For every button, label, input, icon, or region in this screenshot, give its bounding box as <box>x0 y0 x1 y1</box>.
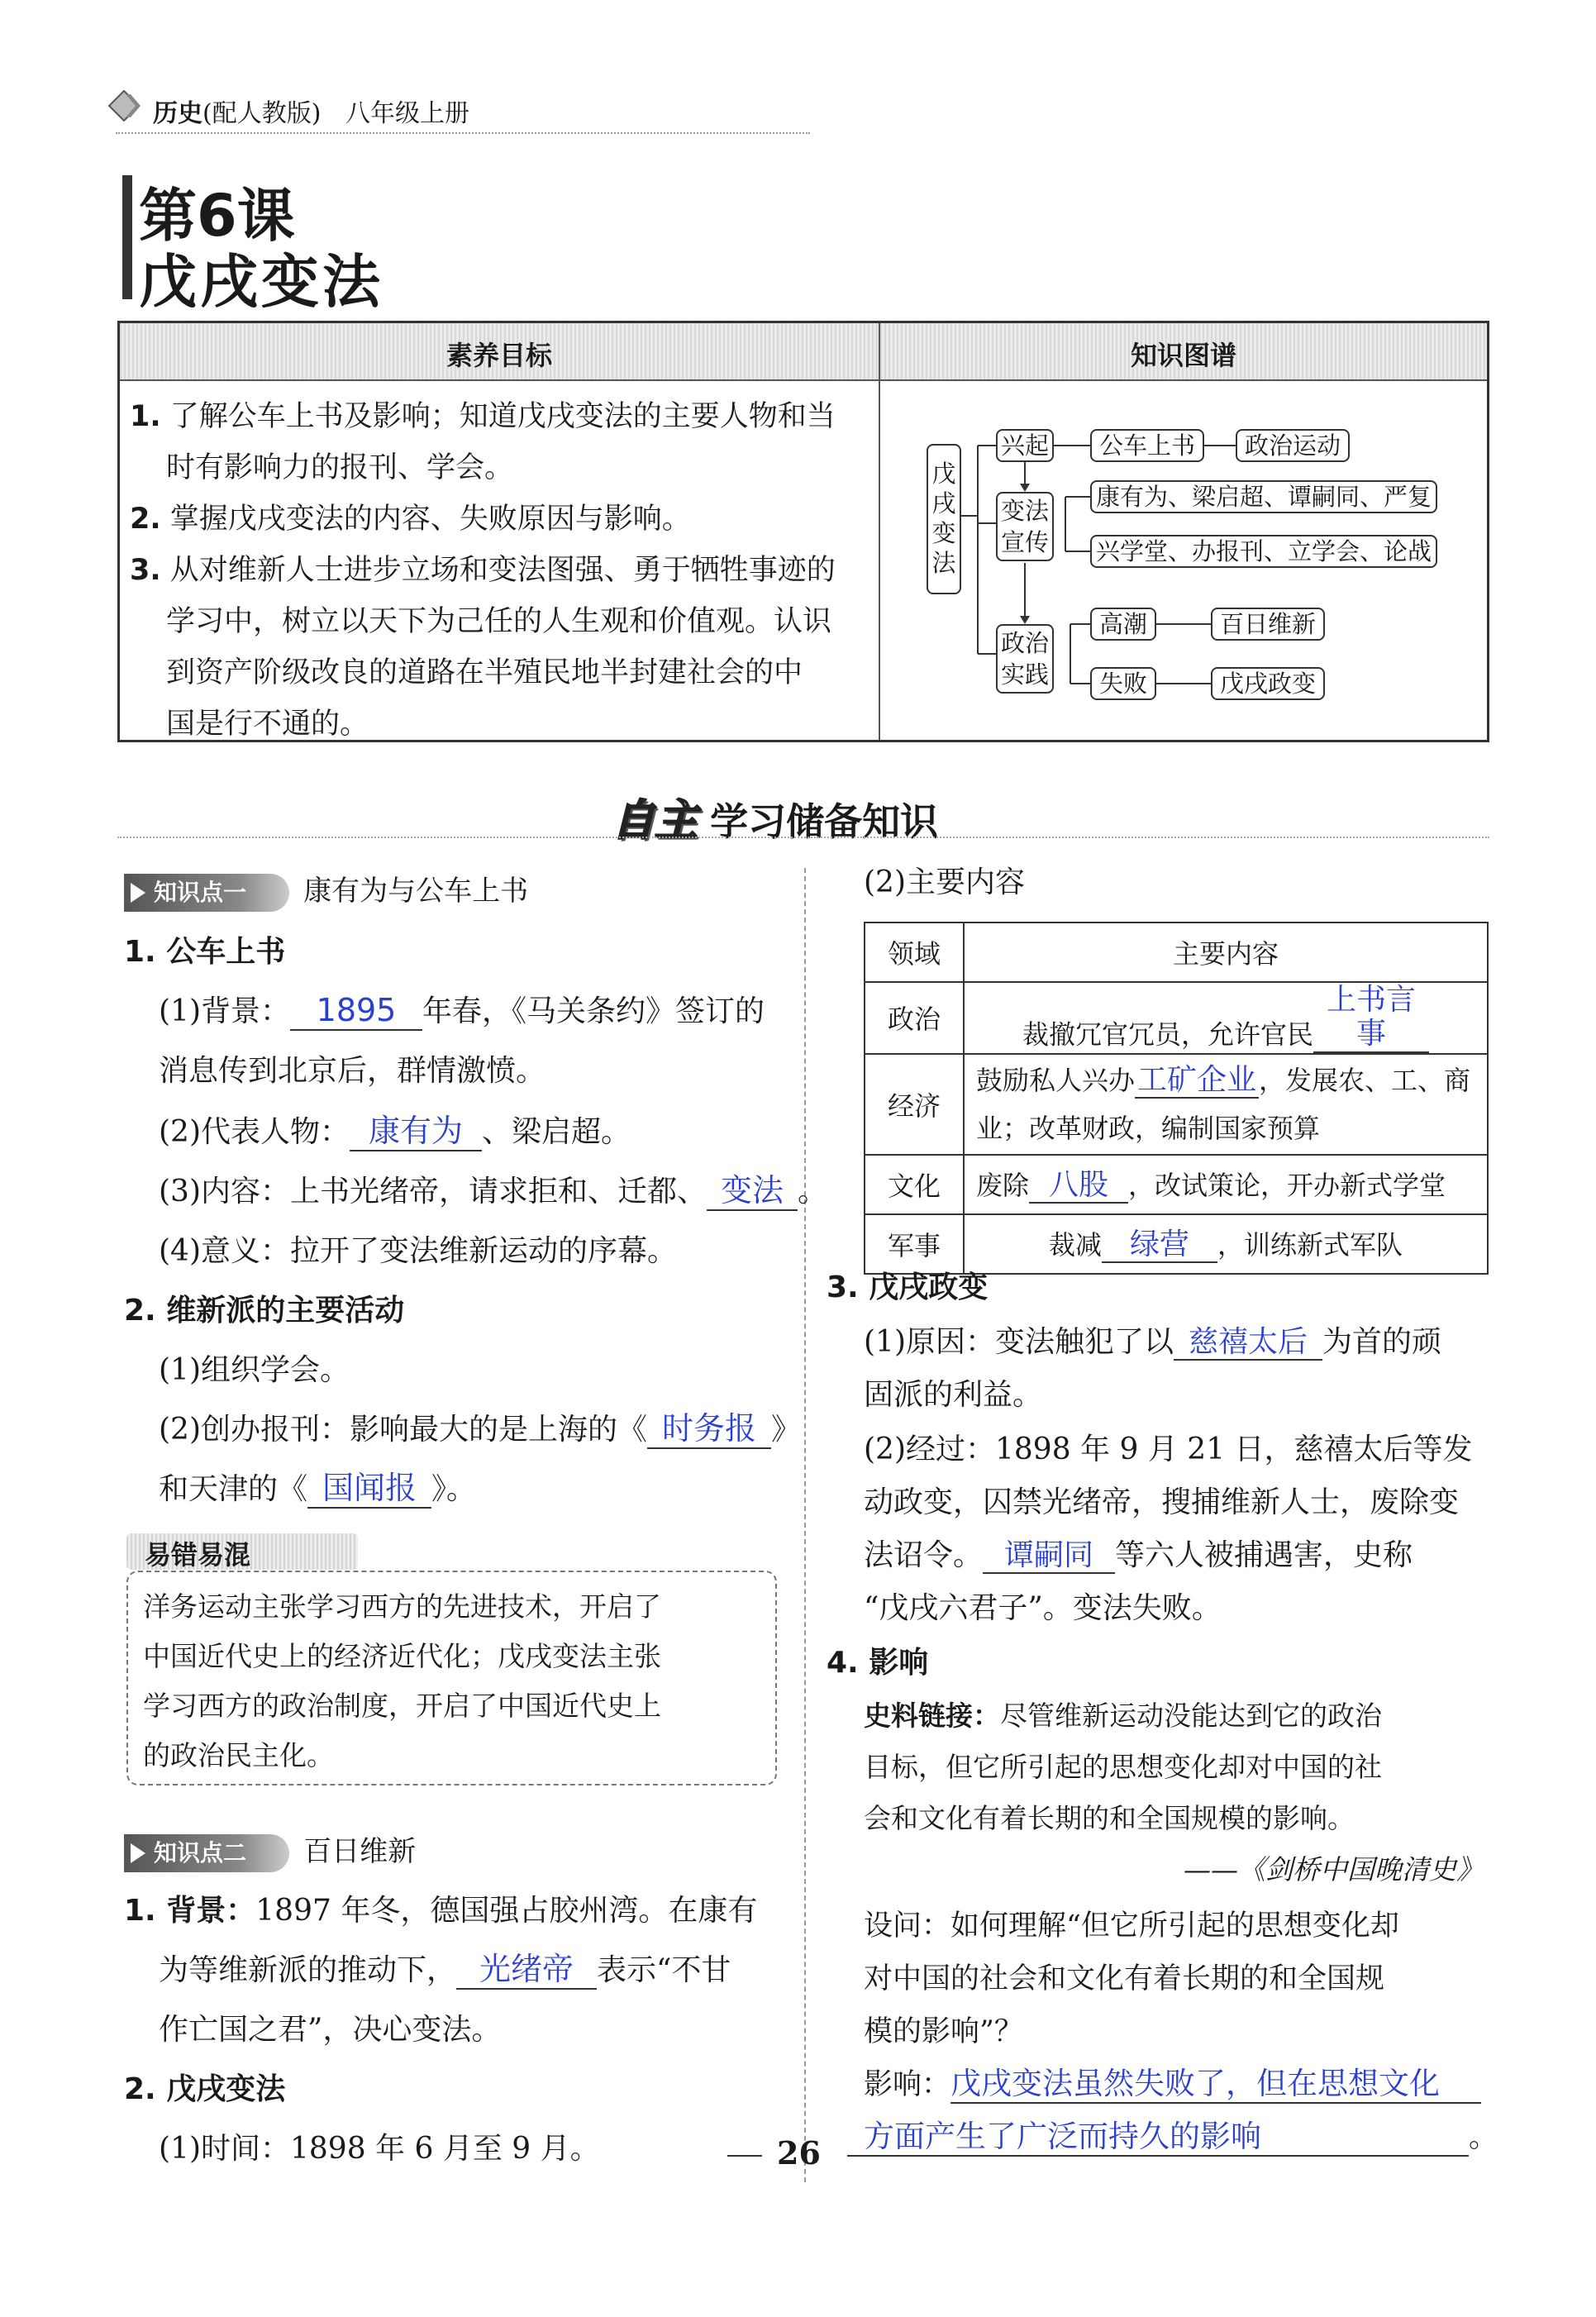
running-header <box>153 93 469 129</box>
s2-1: (1)组织学会。 <box>159 1353 350 1387</box>
table-header-content: 主要内容 <box>964 923 1488 982</box>
section-emphasis: 自主 <box>612 796 698 846</box>
header-rule <box>116 132 810 134</box>
s3-2-line3 <box>864 1526 1413 1585</box>
map-b3-result1: 百日维新 <box>1211 608 1325 641</box>
s1-3 <box>159 1162 827 1222</box>
s1-2-post: 、梁启超。 <box>482 1115 631 1149</box>
row-post: ，发展农、工、商 <box>1259 1064 1471 1096</box>
s3-1 <box>864 1313 1441 1372</box>
map-b2-item2: 兴学堂、办报刊、立学会、论战 <box>1090 535 1437 568</box>
header-subject: 历史 <box>153 99 202 128</box>
s3-2-answer: 谭嗣同 <box>983 1538 1115 1574</box>
row-field: 经济 <box>865 1054 964 1155</box>
objectives-table <box>117 321 1489 742</box>
s3-2-line3-pre: 法诏令。 <box>864 1538 984 1572</box>
s2-2-post: 》 <box>771 1413 802 1447</box>
row-field: 政治 <box>865 982 964 1054</box>
b2-title: 2. 戊戌变法 <box>124 2072 286 2106</box>
s2-2b-pre: 和天津的《 <box>159 1472 308 1506</box>
row-answer: 上书言事 <box>1313 983 1429 1053</box>
s1-2-pre: (2)代表人物： <box>159 1115 350 1149</box>
s3-2-line3-post: 等六人被捕遇害，史称 <box>1115 1538 1413 1572</box>
lesson-number: 第6课 <box>139 182 295 250</box>
s3-2-line2: 动政变，囚禁光绪帝，搜捕维新人士，废除变 <box>864 1485 1460 1519</box>
map-b3-item2: 失败 <box>1090 667 1156 700</box>
s1-3-answer: 变法 <box>707 1173 798 1211</box>
map-b3: 政治实践 <box>996 624 1054 694</box>
s2-2-answer: 时务报 <box>647 1411 771 1449</box>
row-field: 军事 <box>865 1214 964 1274</box>
objective-1-line: 时有影响力的报刊、学会。 <box>166 451 514 484</box>
map-b1-result: 政治运动 <box>1236 429 1350 462</box>
map-b3-item1: 高潮 <box>1090 608 1156 641</box>
table-row <box>865 923 1488 982</box>
row-pre: 裁减 <box>1048 1229 1102 1261</box>
header-grade: 八年级上册 <box>345 99 469 128</box>
s1-1-line2: 消息传到北京后，群情激愤。 <box>159 1054 546 1088</box>
b1 <box>124 1881 757 1941</box>
row-field: 文化 <box>865 1155 964 1214</box>
answer-line: 戊戌变法虽然失败了，但在思想文化 <box>950 2067 1481 2104</box>
answer-block <box>864 2058 1498 2164</box>
kp2-title: 百日维新 <box>303 1835 417 1868</box>
header-diamond-icon <box>107 89 141 122</box>
page-dash-right <box>847 2155 882 2157</box>
page-number: 26 <box>777 2134 821 2172</box>
quote-label: 史料链接： <box>864 1700 1000 1732</box>
row-answer: 八股 <box>1029 1168 1128 1204</box>
map-b2: 变法宣传 <box>996 492 1054 561</box>
row-content <box>964 1054 1488 1155</box>
kp2-badge: 知识点二 <box>124 1834 289 1872</box>
row-content <box>964 1155 1488 1214</box>
content-table <box>864 922 1489 1275</box>
mistake-line: 学习西方的政治制度，开启了中国近代史上 <box>143 1690 661 1722</box>
row-pre: 废除 <box>976 1170 1030 1202</box>
kp2-heading <box>124 1828 416 1872</box>
kp1-badge: 知识点一 <box>124 874 289 912</box>
b1-line3: 作亡国之君”，决心变法。 <box>159 2013 502 2047</box>
s3-1-answer: 慈禧太后 <box>1174 1325 1322 1361</box>
kp1-heading <box>124 868 528 912</box>
map-root: 戊戌变法 <box>927 444 961 594</box>
table-row <box>865 1155 1488 1214</box>
s3-1-pre: (1)原因：变法触犯了以 <box>864 1325 1174 1359</box>
b1-text: 1897 年冬，德国强占胶州湾。在康有 <box>255 1894 758 1928</box>
b2-1: (1)时间：1898 年 6 月至 9 月。 <box>159 2132 600 2166</box>
s4-title: 4. 影响 <box>827 1646 929 1680</box>
mistake-text <box>143 1582 661 1781</box>
table-header-field: 领域 <box>865 923 964 982</box>
quote-line: 目标，但它所引起的思想变化却对中国的社 <box>864 1751 1382 1783</box>
objectives-header-text: 素养目标 <box>445 340 552 371</box>
map-b1: 兴起 <box>996 429 1054 462</box>
map-b2-item1: 康有为、梁启超、谭嗣同、严复 <box>1090 480 1437 513</box>
s3-title: 3. 戊戌政变 <box>827 1271 989 1304</box>
s1-title: 1. 公车上书 <box>124 935 286 969</box>
question-line: 设问：如何理解“但它所引起的思想变化却 <box>864 1909 1399 1943</box>
row-post: ，训练新式军队 <box>1217 1229 1403 1261</box>
s3-2-line1: (2)经过：1898 年 9 月 21 日，慈禧太后等发 <box>864 1433 1473 1466</box>
answer-line: 方面产生了广泛而持久的影响 <box>864 2119 1469 2157</box>
row-answer: 工矿企业 <box>1135 1063 1259 1099</box>
objective-2-num: 2. <box>130 503 161 536</box>
objective-3-line: 到资产阶级改良的道路在半殖民地半封建社会的中 <box>166 656 803 689</box>
table-row <box>865 1054 1488 1155</box>
s3-2-line4: “戊戌六君子”。变法失败。 <box>864 1591 1222 1625</box>
s1-3-post: 。 <box>798 1175 828 1209</box>
s1-1 <box>159 982 765 1042</box>
section-rule <box>117 837 1489 838</box>
row-content <box>964 982 1488 1054</box>
header-edition: (配人教版) <box>202 99 322 128</box>
map-b3-result2: 戊戌政变 <box>1211 667 1325 700</box>
s3-1-post: 为首的顽 <box>1322 1325 1442 1359</box>
question-block <box>864 1900 1399 2058</box>
map-b1-item: 公车上书 <box>1090 429 1204 462</box>
map-header-text: 知识图谱 <box>1130 340 1236 371</box>
row-content <box>964 1214 1488 1274</box>
b1-answer: 光绪帝 <box>456 1952 597 1990</box>
page-dash-left <box>727 2155 762 2157</box>
objective-2-line: 掌握戊戌变法的内容、失败原因与影响。 <box>169 503 691 536</box>
quote-line: 尽管维新运动没能达到它的政治 <box>1000 1700 1382 1732</box>
kp1-title: 康有为与公车上书 <box>303 875 529 908</box>
objective-1-num: 1. <box>130 400 161 433</box>
s1-3-pre: (3)内容：上书光绪帝，请求拒和、迁都、 <box>159 1175 707 1209</box>
s1-1-post: 年春，《马关条约》签订的 <box>422 994 765 1028</box>
s2-2b <box>159 1460 476 1519</box>
s1-1-answer: 1895 <box>290 993 422 1031</box>
mistake-tag-text: 易错易混 <box>145 1539 251 1571</box>
section-title-text: 学习储备知识 <box>710 799 939 844</box>
b1-label: 1. 背景： <box>124 1894 256 1928</box>
lesson-title: 戊戌变法 <box>139 248 384 316</box>
s2-2b-answer: 国闻报 <box>307 1471 431 1509</box>
lesson-bar <box>122 175 132 299</box>
answer-end: 。 <box>1469 2121 1498 2154</box>
row-pre: 鼓励私人兴办 <box>976 1064 1136 1096</box>
s1-2 <box>159 1103 631 1162</box>
s2-title: 2. 维新派的主要活动 <box>124 1294 405 1328</box>
column-divider <box>804 868 806 2182</box>
objective-3-num: 3. <box>130 554 161 587</box>
objective-3-line: 从对维新人士进步立场和变法图强、勇于牺牲事迹的 <box>169 554 836 587</box>
row-post: ，改试策论，开办新式学堂 <box>1128 1170 1446 1202</box>
s1-4: (4)意义：拉开了变法维新运动的序幕。 <box>159 1234 677 1268</box>
b1-line2-pre: 为等维新派的推动下， <box>159 1953 457 1987</box>
mistake-line: 中国近代史上的经济近代化；戊戌变法主张 <box>143 1640 661 1672</box>
s2-2b-post: 》。 <box>431 1472 477 1506</box>
s1-1-pre: (1)背景： <box>159 994 290 1028</box>
mistake-box <box>126 1571 777 1785</box>
objective-3-line: 国是行不通的。 <box>166 708 369 741</box>
b1-line2-post: 表示“不甘 <box>597 1953 731 1987</box>
r-s2-2: (2)主要内容 <box>864 865 1025 899</box>
s1-2-answer: 康有为 <box>350 1113 482 1151</box>
quote-line: 会和文化有着长期的和全国规模的影响。 <box>864 1802 1355 1834</box>
row-line2: 业；改革财政，编制国家预算 <box>976 1112 1321 1144</box>
quote-source: ——《剑桥中国晚清史》 <box>1184 1853 1484 1886</box>
s3-1-line2: 固派的利益。 <box>864 1378 1043 1412</box>
s2-2-pre: (2)创办报刊：影响最大的是上海的《 <box>159 1413 647 1447</box>
table-row <box>865 982 1488 1054</box>
b1-line2 <box>159 1941 731 2000</box>
row-pre: 裁撤冗官冗员，允许官民 <box>1022 1018 1313 1051</box>
objective-3-line: 学习中，树立以天下为己任的人生观和价值观。认识 <box>166 605 832 638</box>
mistake-line: 的政治民主化。 <box>143 1739 334 1771</box>
objective-1-line: 了解公车上书及影响；知道戊戌变法的主要人物和当 <box>169 400 836 433</box>
answer-label: 影响： <box>864 2068 951 2101</box>
question-line: 对中国的社会和文化有着长期的和全国规 <box>864 1962 1385 1995</box>
mistake-line: 洋务运动主张学习西方的先进技术，开启了 <box>143 1590 661 1623</box>
quote-block <box>864 1690 1484 1895</box>
s2-2 <box>159 1400 801 1460</box>
row-answer: 绿营 <box>1102 1228 1217 1263</box>
question-line: 模的影响”？ <box>864 2015 1023 2048</box>
